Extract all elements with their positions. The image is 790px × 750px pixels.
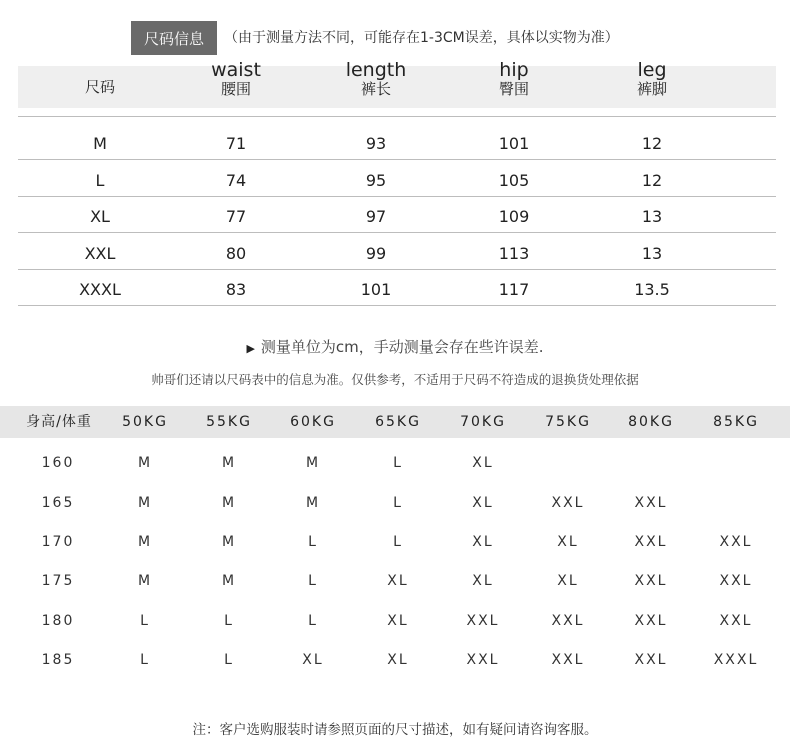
cell-size: XXL bbox=[719, 613, 753, 629]
cell-size: L bbox=[140, 613, 150, 629]
col-hip-en: hip bbox=[499, 59, 529, 81]
header-divider bbox=[18, 116, 776, 117]
cell-size: L bbox=[224, 652, 234, 668]
col-waist bbox=[176, 60, 296, 98]
col-hip-cn: 臀围 bbox=[498, 80, 529, 98]
col-size-cn: 尺码 bbox=[84, 78, 115, 96]
cell-size: L bbox=[308, 534, 318, 550]
cell-leg: 13 bbox=[641, 207, 663, 226]
col-leg bbox=[592, 60, 712, 98]
weight-row bbox=[0, 641, 790, 679]
cell-leg: 12 bbox=[641, 171, 663, 190]
size-info-tag: 尺码信息 bbox=[131, 21, 217, 55]
cell-size: L bbox=[308, 613, 318, 629]
cell-size: M bbox=[305, 495, 321, 511]
cell-size: L bbox=[140, 652, 150, 668]
cell-length: 101 bbox=[360, 280, 392, 299]
cell-size: L bbox=[224, 613, 234, 629]
weight-row bbox=[0, 444, 790, 482]
cell-length: 99 bbox=[365, 244, 387, 263]
cell-height: 185 bbox=[41, 652, 75, 668]
size-row bbox=[18, 126, 776, 162]
cell-waist: 71 bbox=[225, 134, 247, 153]
weight-row bbox=[0, 484, 790, 522]
col-hip bbox=[454, 60, 574, 98]
row-divider bbox=[18, 196, 776, 197]
cell-size: XXL bbox=[634, 573, 668, 589]
disclaimer-note: 帅哥们还请以尺码表中的信息为准。仅供参考，不适用于尺码不符造成的退换货处理依据 bbox=[151, 372, 639, 387]
cell-size: XXL bbox=[634, 652, 668, 668]
cell-waist: 77 bbox=[225, 207, 247, 226]
cell-length: 93 bbox=[365, 134, 387, 153]
weight-row bbox=[0, 562, 790, 600]
cell-size: XXL bbox=[466, 613, 500, 629]
row-divider bbox=[18, 232, 776, 233]
cell-size: XL bbox=[387, 652, 409, 668]
cell-size: XL bbox=[472, 534, 494, 550]
cell-size: XXL bbox=[634, 534, 668, 550]
col-55kg: 55KG bbox=[206, 414, 252, 430]
cell-waist: 83 bbox=[225, 280, 247, 299]
cell-height: 180 bbox=[41, 613, 75, 629]
cell-size: XL bbox=[90, 207, 110, 226]
cell-size: L bbox=[393, 495, 403, 511]
weight-row bbox=[0, 602, 790, 640]
cell-size: L bbox=[393, 534, 403, 550]
cell-size: M bbox=[93, 134, 107, 153]
cell-height: 160 bbox=[41, 455, 75, 471]
cell-waist: 74 bbox=[225, 171, 247, 190]
weight-row bbox=[0, 523, 790, 561]
size-row bbox=[18, 236, 776, 272]
cell-hip: 109 bbox=[498, 207, 530, 226]
row-divider bbox=[18, 159, 776, 160]
cell-size: XXXL bbox=[713, 652, 759, 668]
cell-size: M bbox=[221, 455, 237, 471]
cell-size: XXL bbox=[84, 244, 116, 263]
units-note bbox=[0, 336, 790, 357]
cell-height: 165 bbox=[41, 495, 75, 511]
cell-size: M bbox=[137, 534, 153, 550]
weight-table-header bbox=[0, 406, 790, 438]
row-divider bbox=[18, 305, 776, 306]
col-height-weight: 身高/体重 bbox=[26, 414, 92, 430]
row-divider bbox=[18, 269, 776, 270]
cell-hip: 117 bbox=[498, 280, 530, 299]
cell-size: M bbox=[137, 455, 153, 471]
cell-hip: 105 bbox=[498, 171, 530, 190]
cell-size: XL bbox=[557, 573, 579, 589]
cell-size: XL bbox=[557, 534, 579, 550]
cell-size: XXXL bbox=[79, 280, 121, 299]
cell-size: XXL bbox=[551, 652, 585, 668]
cell-size: XXL bbox=[551, 613, 585, 629]
cell-size: L bbox=[308, 573, 318, 589]
cell-size: XL bbox=[472, 455, 494, 471]
col-leg-cn: 裤脚 bbox=[636, 80, 667, 98]
cell-waist: 80 bbox=[225, 244, 247, 263]
triangle-right-icon: ▶ bbox=[246, 342, 255, 355]
cell-length: 97 bbox=[365, 207, 387, 226]
cell-size: L bbox=[95, 171, 105, 190]
cell-length: 95 bbox=[365, 171, 387, 190]
cell-size: XXL bbox=[634, 495, 668, 511]
cell-leg: 13.5 bbox=[634, 280, 670, 299]
cell-height: 170 bbox=[41, 534, 75, 550]
size-row bbox=[18, 199, 776, 235]
cell-size: M bbox=[221, 573, 237, 589]
cell-height: 175 bbox=[41, 573, 75, 589]
col-waist-en: waist bbox=[211, 59, 261, 81]
cell-size: M bbox=[137, 573, 153, 589]
units-text: 测量单位为cm，手动测量会存在些许误差. bbox=[260, 338, 544, 356]
col-length-en: length bbox=[345, 59, 407, 81]
cell-size: L bbox=[393, 455, 403, 471]
cell-size: XXL bbox=[551, 495, 585, 511]
col-80kg: 80KG bbox=[628, 414, 674, 430]
cell-size: XL bbox=[472, 495, 494, 511]
cell-size: XXL bbox=[719, 534, 753, 550]
size-row bbox=[18, 163, 776, 199]
col-75kg: 75KG bbox=[545, 414, 591, 430]
cell-size: M bbox=[221, 495, 237, 511]
cell-hip: 113 bbox=[498, 244, 530, 263]
cell-size: XXL bbox=[719, 573, 753, 589]
measurement-note: （由于测量方法不同，可能存在1-3CM误差，具体以实物为准） bbox=[224, 30, 619, 46]
cell-size: XL bbox=[387, 613, 409, 629]
col-85kg: 85KG bbox=[713, 414, 759, 430]
cell-leg: 12 bbox=[641, 134, 663, 153]
col-leg-en: leg bbox=[637, 59, 667, 81]
footer-note: 注：客户选购服装时请参照页面的尺寸描述，如有疑问请咨询客服。 bbox=[192, 722, 598, 738]
cell-hip: 101 bbox=[498, 134, 530, 153]
col-length-cn: 裤长 bbox=[360, 80, 391, 98]
col-length bbox=[316, 60, 436, 98]
col-50kg: 50KG bbox=[122, 414, 168, 430]
size-row bbox=[18, 272, 776, 308]
cell-leg: 13 bbox=[641, 244, 663, 263]
cell-size: XXL bbox=[634, 613, 668, 629]
size-table-header bbox=[18, 59, 776, 108]
cell-size: XL bbox=[387, 573, 409, 589]
cell-size: M bbox=[221, 534, 237, 550]
col-waist-cn: 腰围 bbox=[220, 80, 251, 98]
cell-size: XL bbox=[472, 573, 494, 589]
cell-size: XXL bbox=[466, 652, 500, 668]
col-60kg: 60KG bbox=[290, 414, 336, 430]
cell-size: M bbox=[305, 455, 321, 471]
col-70kg: 70KG bbox=[460, 414, 506, 430]
cell-size: M bbox=[137, 495, 153, 511]
col-size bbox=[40, 78, 160, 96]
col-65kg: 65KG bbox=[375, 414, 421, 430]
cell-size: XL bbox=[302, 652, 324, 668]
